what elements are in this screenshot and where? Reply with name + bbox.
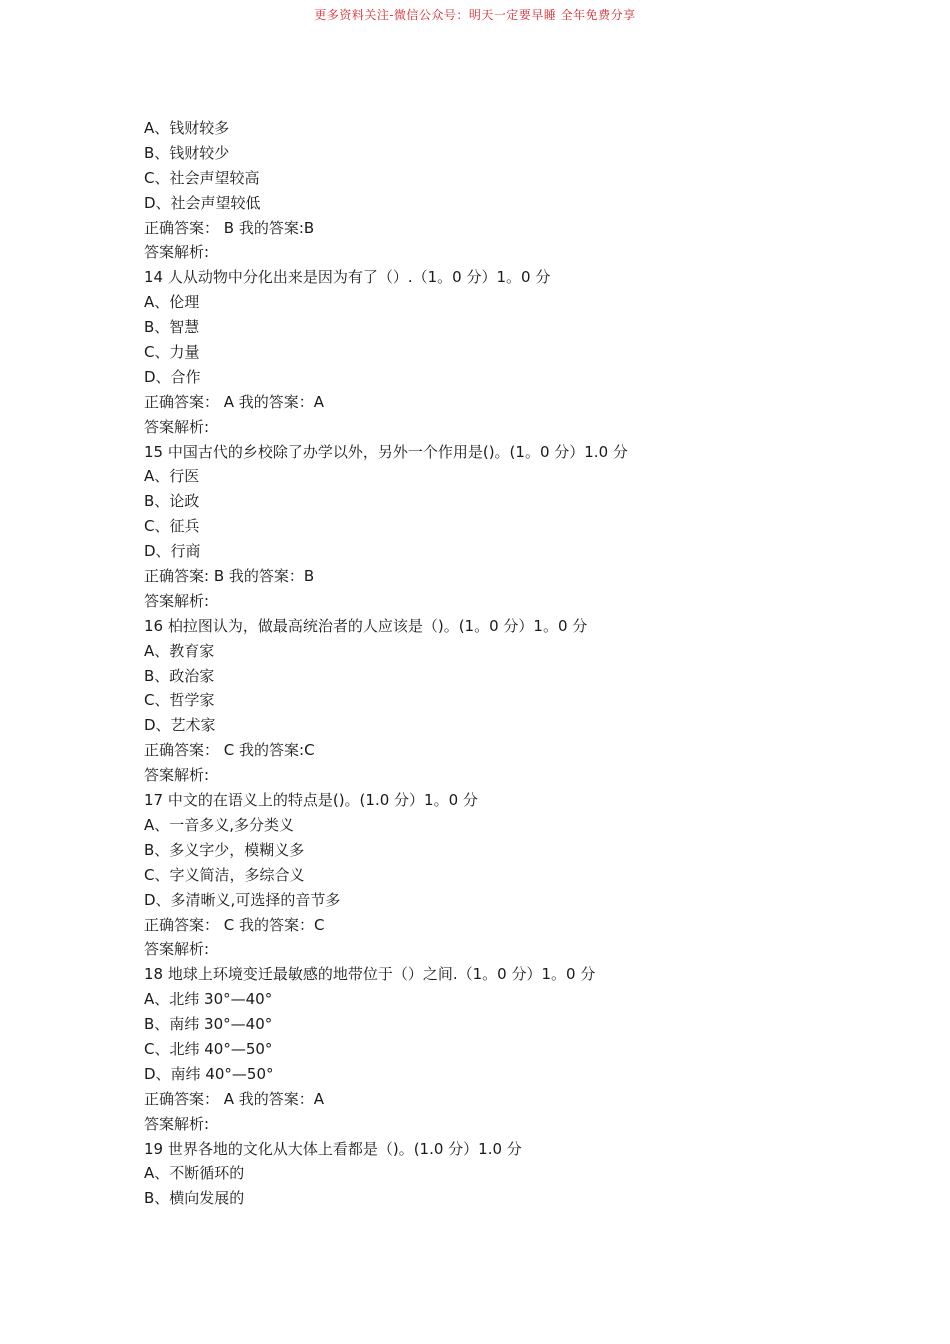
- option-line: C、征兵: [144, 517, 200, 536]
- option-line: D、合作: [144, 367, 201, 386]
- option-line: C、字义简洁，多综合义: [144, 865, 305, 884]
- option-line: D、艺术家: [144, 716, 216, 735]
- option-line: B、多义字少，模糊义多: [144, 840, 305, 859]
- option-line: B、智慧: [144, 318, 200, 337]
- analysis-line: 答案解析:: [144, 1114, 210, 1133]
- answer-line: 正确答案： C 我的答案：C: [144, 915, 325, 934]
- question-line: 16 柏拉图认为，做最高统治者的人应该是（)。(1。0 分）1。0 分: [144, 616, 588, 635]
- analysis-line: 答案解析:: [144, 591, 210, 610]
- question-line: 14 人从动物中分化出来是因为有了（）.（1。0 分）1。0 分: [144, 268, 551, 287]
- question-line: 17 中文的在语义上的特点是()。(1.0 分）1。0 分: [144, 791, 478, 810]
- option-line: B、钱财较少: [144, 143, 230, 162]
- option-line: D、南纬 40°—50°: [144, 1064, 274, 1083]
- answer-line: 正确答案： A 我的答案：A: [144, 392, 325, 411]
- option-line: A、伦理: [144, 293, 200, 312]
- question-line: 19 世界各地的文化从大体上看都是（)。(1.0 分）1.0 分: [144, 1139, 522, 1158]
- question-line: 18 地球上环境变迁最敏感的地带位于（）之间.（1。0 分）1。0 分: [144, 965, 596, 984]
- watermark-header: 更多资料关注-微信公众号：明天一定要早睡 全年免费分享: [314, 8, 636, 22]
- option-line: B、论政: [144, 492, 200, 511]
- option-line: B、南纬 30°—40°: [144, 1015, 273, 1034]
- option-line: A、北纬 30°—40°: [144, 990, 273, 1009]
- option-line: B、政治家: [144, 666, 215, 685]
- option-line: A、行医: [144, 467, 200, 486]
- option-line: C、北纬 40°—50°: [144, 1039, 273, 1058]
- question-line: 15 中国古代的乡校除了办学以外，另外一个作用是()。(1。0 分）1.0 分: [144, 442, 628, 461]
- option-line: D、多清晰义,可选择的音节多: [144, 890, 341, 909]
- analysis-line: 答案解析:: [144, 243, 210, 262]
- option-line: A、不断循环的: [144, 1164, 245, 1183]
- option-line: A、一音多义,多分类义: [144, 815, 295, 834]
- answer-line: 正确答案： A 我的答案：A: [144, 1089, 325, 1108]
- document-body: [144, 116, 844, 1211]
- analysis-line: 答案解析:: [144, 417, 210, 436]
- option-line: D、行商: [144, 542, 201, 561]
- analysis-line: 答案解析:: [144, 766, 210, 785]
- option-line: D、社会声望较低: [144, 193, 261, 212]
- option-line: A、教育家: [144, 641, 215, 660]
- analysis-line: 答案解析:: [144, 940, 210, 959]
- option-line: C、哲学家: [144, 691, 215, 710]
- option-line: C、力量: [144, 343, 200, 362]
- answer-line: 正确答案： C 我的答案:C: [144, 741, 315, 760]
- answer-line: 正确答案: B 我的答案：B: [144, 567, 315, 586]
- answer-line: 正确答案： B 我的答案:B: [144, 218, 315, 237]
- option-line: A、钱财较多: [144, 119, 230, 137]
- option-line: B、横向发展的: [144, 1189, 245, 1208]
- option-line: C、社会声望较高: [144, 168, 260, 187]
